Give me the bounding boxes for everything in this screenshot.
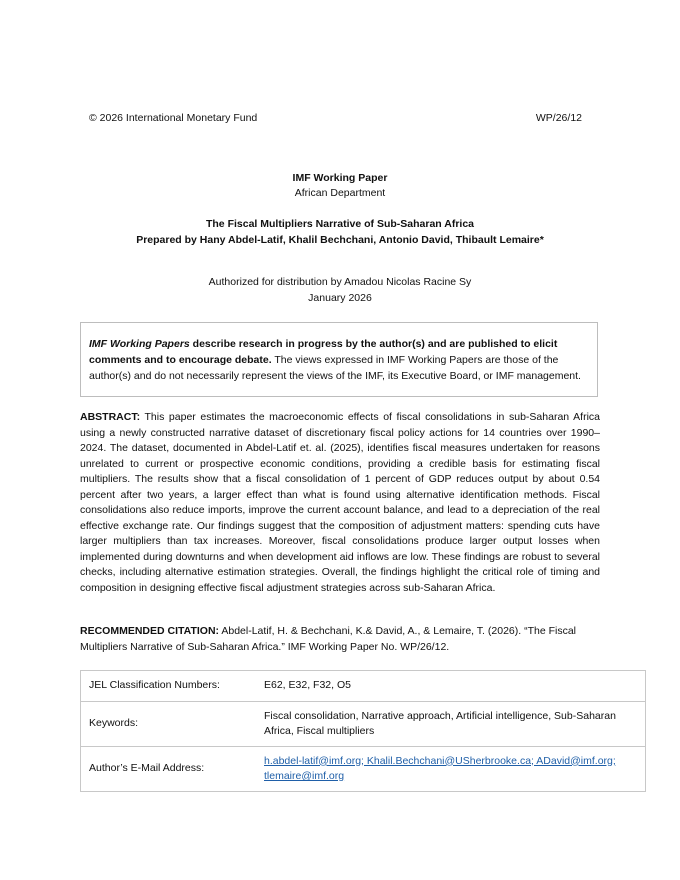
citation-label: RECOMMENDED CITATION:: [80, 625, 220, 637]
series-title: IMF Working Paper: [292, 172, 388, 184]
copyright-notice: © 2026 International Monetary Fund: [89, 112, 258, 124]
email-label: Author’s E-Mail Address:: [81, 747, 257, 792]
table-row: [81, 747, 646, 792]
authorized-by: Authorized for distribution by Amadou Nicolas Racine Sy: [208, 276, 472, 288]
table-row: [81, 702, 646, 747]
citation-text: Abdel-Latif, H. & Bechchani, K.& David, A., & Lemaire, T. (2026). “The Fiscal Multipliers Narrative of Sub-Saharan Africa.” IMF Working Paper No. WP/26/12.: [80, 625, 577, 653]
disclaimer-series-name: IMF Working Papers: [89, 338, 190, 350]
disclaimer-box: [80, 322, 598, 397]
disclaimer-lead: describe research in progress by the author(s) and are published to elicit comments and to encourage debate.: [89, 338, 558, 366]
department-name: African Department: [294, 187, 386, 199]
author-list: Prepared by Hany Abdel-Latif, Khalil Bechchani, Antonio David, Thibault Lemaire*: [136, 234, 544, 246]
keywords-value: Fiscal consolidation, Narrative approach, Artificial intelligence, Sub-Saharan Africa, Fiscal multipliers: [256, 702, 646, 747]
page-header: [89, 111, 582, 127]
table-row: [81, 671, 646, 702]
keywords-label: Keywords:: [81, 702, 257, 747]
recommended-citation: [80, 623, 600, 655]
publication-date: January 2026: [308, 292, 372, 304]
paper-number: WP/26/12: [535, 112, 582, 124]
paper-title: The Fiscal Multipliers Narrative of Sub-Saharan Africa: [205, 218, 475, 230]
email-cell: [256, 747, 646, 792]
abstract-text: This paper estimates the macroeconomic effects of fiscal consolidations in sub-Saharan Africa using a newly constructed narrative dataset of discretionary fiscal policy actions for 14 countries over 1990–2024. The dataset, documented in Abdel-Latif et. al. (2025), identifies fiscal measures undertaken for reasons unrelated to current or prospective economic conditions, providing a credible basis for estimating fiscal multipliers. The results show that a fiscal consolidation of 1 percent of GDP reduces output by about 0.54 percent after two years, a larger effect than what is found using alternative identification methods. Fiscal consolidations also reduce imports, improve the current account balance, and lead to a depreciation of the real effective exchange rate. Our findings suggest that the composition of adjustment matters: spending cuts have larger multipliers than tax increases. Moreover, fiscal consolidations produce larger output losses when implemented during downturns and when development aid inflows are low. These findings are robust to several checks, including alternative estimation strategies. Overall, the findings highlight the critical role of timing and composition in designing effective fiscal adjustment strategies across sub-Saharan Africa.: [80, 411, 600, 594]
jel-value: E62, E32, F32, O5: [256, 671, 646, 702]
author-email-links[interactable]: h.abdel-latif@imf.org; Khalil.Bechchani@USherbrooke.ca; ADavid@imf.org; tlemaire@imf.org: [264, 754, 616, 782]
paper-info-table: [80, 670, 646, 792]
disclaimer-body: The views expressed in IMF Working Papers are those of the author(s) and do not necessarily represent the views of the IMF, its Executive Board, or IMF management.: [89, 354, 581, 382]
jel-label: JEL Classification Numbers:: [81, 671, 257, 702]
abstract-label: ABSTRACT:: [80, 411, 141, 423]
abstract: [80, 410, 600, 596]
